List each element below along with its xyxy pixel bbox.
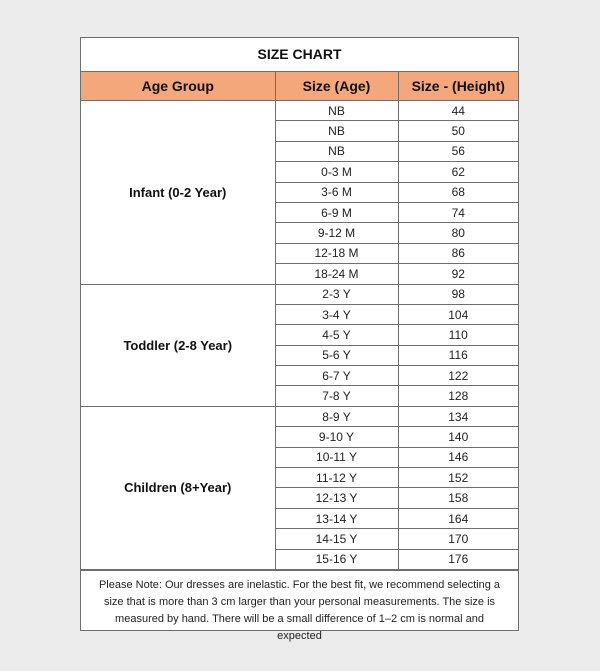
size-height-cell: 122 bbox=[398, 366, 518, 386]
size-height-cell: 116 bbox=[398, 345, 518, 365]
size-height-cell: 68 bbox=[398, 182, 518, 202]
size-height-cell: 128 bbox=[398, 386, 518, 406]
size-height-cell: 140 bbox=[398, 427, 518, 447]
size-age-cell: 2-3 Y bbox=[275, 284, 398, 304]
size-age-cell: 10-11 Y bbox=[275, 447, 398, 467]
size-age-cell: 4-5 Y bbox=[275, 325, 398, 345]
header-size-age: Size (Age) bbox=[275, 72, 398, 101]
size-height-cell: 44 bbox=[398, 101, 518, 121]
size-age-cell: 15-16 Y bbox=[275, 549, 398, 569]
size-age-cell: 11-12 Y bbox=[275, 468, 398, 488]
size-height-cell: 152 bbox=[398, 468, 518, 488]
size-age-cell: 12-13 Y bbox=[275, 488, 398, 508]
size-age-cell: 6-9 M bbox=[275, 202, 398, 222]
header-age-group: Age Group bbox=[81, 72, 275, 101]
size-height-cell: 92 bbox=[398, 264, 518, 284]
size-age-cell: 5-6 Y bbox=[275, 345, 398, 365]
size-age-cell: 18-24 M bbox=[275, 264, 398, 284]
table-row bbox=[81, 406, 518, 426]
size-age-cell: 14-15 Y bbox=[275, 529, 398, 549]
size-age-cell: 12-18 M bbox=[275, 243, 398, 263]
size-age-cell: 13-14 Y bbox=[275, 508, 398, 528]
size-age-cell: 7-8 Y bbox=[275, 386, 398, 406]
table-row bbox=[81, 101, 518, 121]
size-age-cell: 3-6 M bbox=[275, 182, 398, 202]
age-group-cell: Infant (0-2 Year) bbox=[81, 101, 275, 285]
size-height-cell: 176 bbox=[398, 549, 518, 569]
size-height-cell: 110 bbox=[398, 325, 518, 345]
size-height-cell: 50 bbox=[398, 121, 518, 141]
table-body bbox=[81, 101, 518, 570]
age-group-cell: Children (8+Year) bbox=[81, 406, 275, 569]
size-table bbox=[81, 72, 518, 570]
size-height-cell: 104 bbox=[398, 304, 518, 324]
size-age-cell: 9-12 M bbox=[275, 223, 398, 243]
size-height-cell: 164 bbox=[398, 508, 518, 528]
size-note: Please Note: Our dresses are inelastic. For the best fit, we recommend selecting a size that is more than 3 cm larger than your personal measurements. The size is measured by hand. There will be a small difference of 1–2 cm is normal and expected bbox=[81, 570, 518, 645]
size-height-cell: 62 bbox=[398, 162, 518, 182]
size-age-cell: 8-9 Y bbox=[275, 406, 398, 426]
size-age-cell: NB bbox=[275, 101, 398, 121]
age-group-cell: Toddler (2-8 Year) bbox=[81, 284, 275, 406]
size-height-cell: 80 bbox=[398, 223, 518, 243]
size-age-cell: 0-3 M bbox=[275, 162, 398, 182]
table-row bbox=[81, 284, 518, 304]
size-height-cell: 170 bbox=[398, 529, 518, 549]
size-height-cell: 86 bbox=[398, 243, 518, 263]
size-age-cell: NB bbox=[275, 141, 398, 161]
size-height-cell: 134 bbox=[398, 406, 518, 426]
header-size-height: Size - (Height) bbox=[398, 72, 518, 101]
size-age-cell: 3-4 Y bbox=[275, 304, 398, 324]
size-age-cell: 6-7 Y bbox=[275, 366, 398, 386]
size-height-cell: 158 bbox=[398, 488, 518, 508]
size-age-cell: 9-10 Y bbox=[275, 427, 398, 447]
size-height-cell: 98 bbox=[398, 284, 518, 304]
header-row bbox=[81, 72, 518, 101]
chart-title: SIZE CHART bbox=[81, 38, 518, 72]
size-height-cell: 74 bbox=[398, 202, 518, 222]
size-height-cell: 146 bbox=[398, 447, 518, 467]
size-height-cell: 56 bbox=[398, 141, 518, 161]
size-chart bbox=[80, 37, 519, 642]
size-age-cell: NB bbox=[275, 121, 398, 141]
